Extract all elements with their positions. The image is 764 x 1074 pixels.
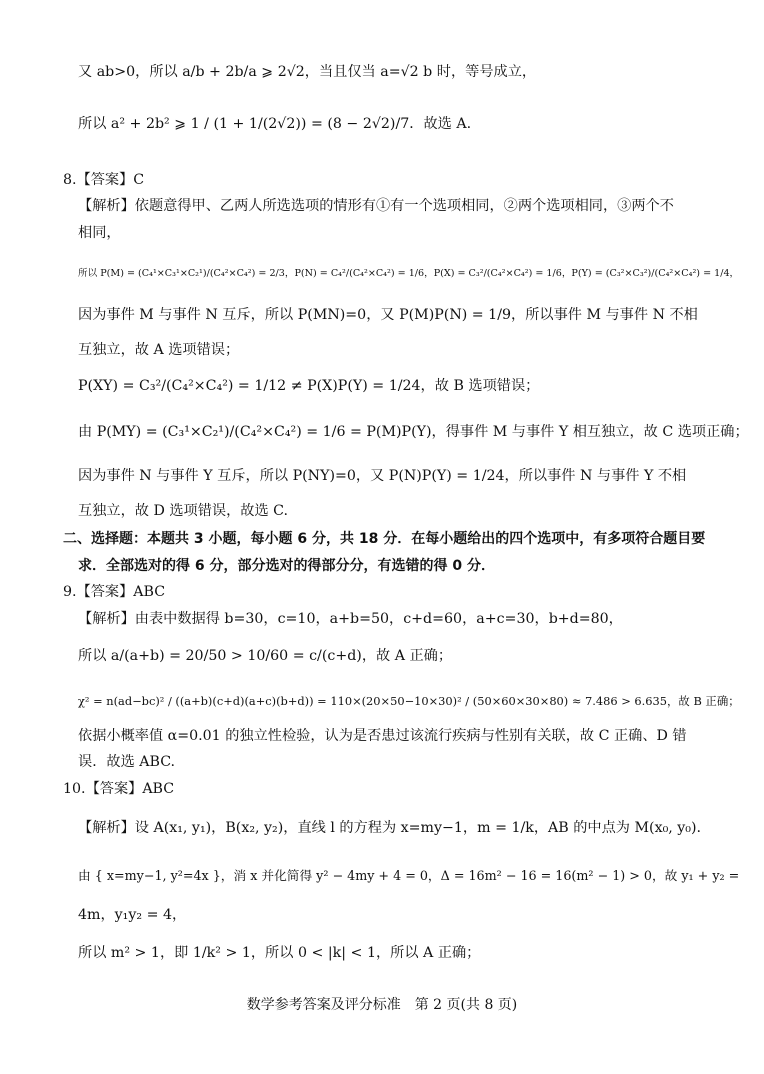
- text-line: 由 P(MY) = (C₃¹×C₂¹)/(C₄²×C₄²) = 1/6 = P(M)P(Y)，得事件 M 与事件 Y 相互独立，故 C 选项正确；: [78, 424, 749, 440]
- page-footer: 数学参考答案及评分标准 第 2 页(共 8 页): [246, 997, 518, 1013]
- text-line: 互独立，故 D 选项错误，故选 C.: [78, 503, 289, 519]
- text-line: 因为事件 N 与事件 Y 互斥，所以 P(NY)=0，又 P(N)P(Y) = 1/24，所以事件 N 与事件 Y 不相: [78, 468, 687, 484]
- text-line: 误．故选 ABC.: [78, 754, 176, 770]
- text-line: 依据小概率值 α=0.01 的独立性检验，认为是否患过该流行疾病与性别有关联，故 C 正确、D 错: [78, 728, 687, 744]
- text-line: 【解析】由表中数据得 b=30，c=10，a+b=50，c+d=60，a+c=30，b+d=80，: [78, 611, 623, 627]
- answer-heading-10: 10.【答案】ABC: [63, 781, 175, 797]
- answer-heading-8: 8.【答案】C: [63, 172, 145, 188]
- text-line: 因为事件 M 与事件 N 互斥，所以 P(MN)=0，又 P(M)P(N) = 1/9，所以事件 M 与事件 N 不相: [78, 307, 698, 323]
- text-line: 4m，y₁y₂ = 4，: [78, 907, 187, 923]
- section-heading: 二、选择题：本题共 3 小题，每小题 6 分，共 18 分．在每小题给出的四个选项中，有多项符合题目要: [63, 531, 706, 547]
- text-line: 由 { x=my−1, y²=4x }，消 x 并化简得 y² − 4my + 4 = 0，Δ = 16m² − 16 = 16(m² − 1) > 0，故 y₁ + y₂ =: [78, 868, 740, 883]
- text-line: 【解析】设 A(x₁, y₁)，B(x₂, y₂)，直线 l 的方程为 x=my−1，m = 1/k，AB 的中点为 M(x₀, y₀).: [78, 820, 702, 836]
- section-heading-cont: 求．全部选对的得 6 分，部分选对的得部分分，有选错的得 0 分．: [78, 558, 495, 574]
- text-line: χ² = n(ad−bc)² / ((a+b)(c+d)(a+c)(b+d)) = 110×(20×50−10×30)² / (50×60×30×80) ≈ 7.486 > 6.635，故 B 正确；: [78, 694, 740, 708]
- text-line: 【解析】依题意得甲、乙两人所选选项的情形有①有一个选项相同，②两个选项相同，③两个不: [78, 198, 674, 214]
- answer-heading-9: 9.【答案】ABC: [63, 584, 166, 600]
- text-line: 相同，: [78, 225, 121, 241]
- text-line: 互独立，故 A 选项错误；: [78, 342, 240, 358]
- text-line: 所以 a/(a+b) = 20/50 > 10/60 = c/(c+d)，故 A 正确；: [78, 648, 453, 664]
- text-line: 所以 m² > 1，即 1/k² > 1，所以 0 < |k| < 1，所以 A 正确；: [78, 945, 481, 961]
- text-line: 所以 a² + 2b² ⩾ 1 / (1 + 1/(2√2)) = (8 − 2√2)/7．故选 A.: [78, 116, 472, 132]
- text-line: 所以 P(M) = (C₄¹×C₃¹×C₂¹)/(C₄²×C₄²) = 2/3，P(N) = C₄²/(C₄²×C₄²) = 1/6，P(X) = C₃²/(C₄²×C₄²) = 1/6，P(Y) = (C₃²×C₃²)/(C₄²×C₄²) = 1/4，: [78, 268, 740, 279]
- text-line: P(XY) = C₃²/(C₄²×C₄²) = 1/12 ≠ P(X)P(Y) = 1/24，故 B 选项错误；: [78, 378, 540, 394]
- text-line: 又 ab>0，所以 a/b + 2b/a ⩾ 2√2，当且仅当 a=√2 b 时，等号成立，: [78, 64, 537, 80]
